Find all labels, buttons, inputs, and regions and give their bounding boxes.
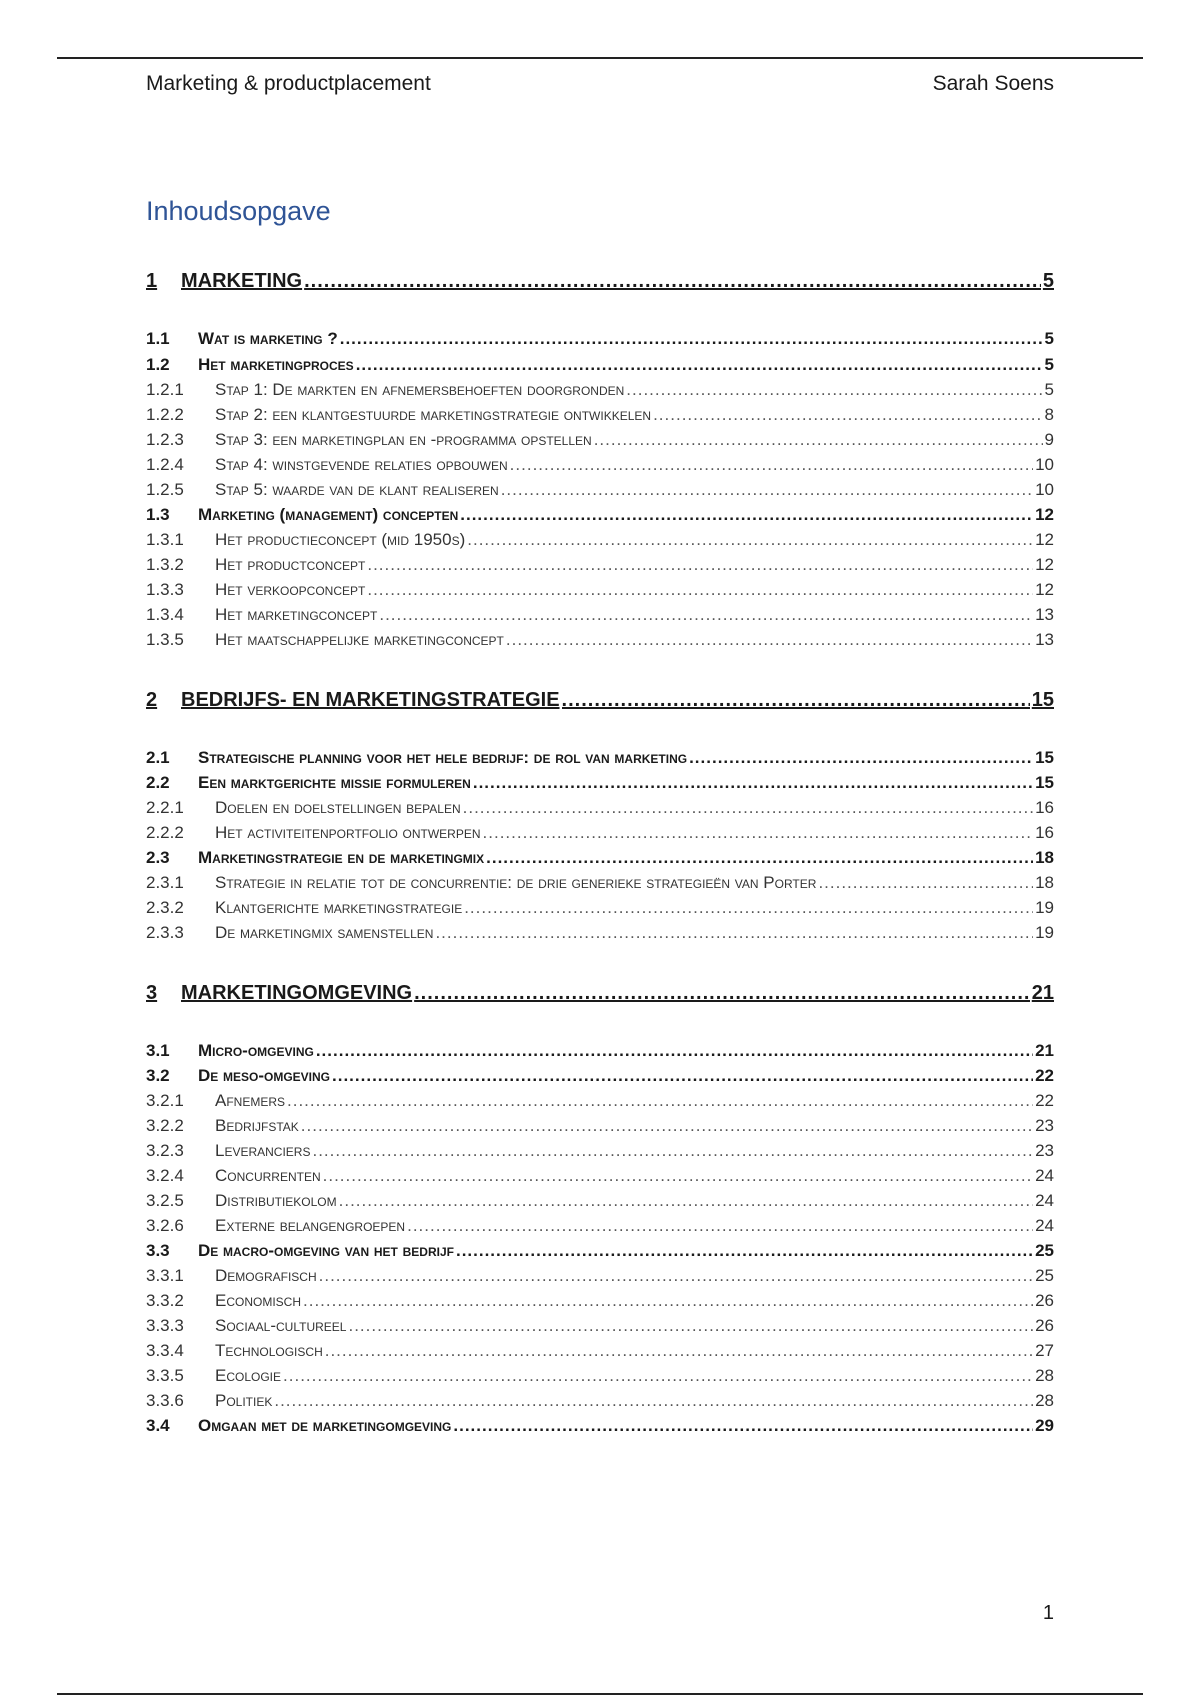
toc-dot-leader: [301, 1116, 1033, 1136]
toc-entry-title: Stap 4: winstgevende relaties opbouwen: [215, 455, 508, 474]
toc-entry-title: Marketingstrategie en de marketingmix: [198, 848, 485, 867]
toc-entry[interactable]: [146, 1191, 1054, 1211]
toc-entry-title: De meso-omgeving: [198, 1066, 331, 1085]
toc-entry-number: 3.2.5: [146, 1191, 184, 1210]
toc-entry-page: 19: [1035, 898, 1054, 917]
toc-entry-number: 1.3.4: [146, 605, 184, 624]
toc-entry[interactable]: [146, 1316, 1054, 1336]
toc-entry-page: 10: [1035, 480, 1054, 499]
toc-dot-leader: [316, 1041, 1033, 1061]
toc-entry-number: 3.2.3: [146, 1141, 184, 1160]
toc-dot-leader: [486, 848, 1033, 868]
toc-entry-number: 3.2.2: [146, 1116, 184, 1135]
toc-entry-number: 3.3: [146, 1241, 170, 1260]
toc-dot-leader: [506, 630, 1033, 650]
toc-entry-page: 10: [1035, 455, 1054, 474]
toc-entry-page: 25: [1035, 1266, 1054, 1285]
toc-dot-leader: [653, 405, 1042, 425]
toc-entry-number: 2: [146, 689, 158, 711]
toc-entry[interactable]: [146, 1341, 1054, 1361]
toc-entry[interactable]: [146, 982, 1054, 1005]
toc-entry-number: 3.3.1: [146, 1266, 184, 1285]
toc-entry-number: 2.2: [146, 773, 170, 792]
toc-entry-title: Ecologie: [215, 1366, 282, 1385]
toc-entry-number: 1.3.2: [146, 555, 184, 574]
toc-entry-page: 13: [1035, 605, 1054, 624]
toc-entry-page: 22: [1035, 1091, 1054, 1110]
toc-entry-page: 27: [1035, 1341, 1054, 1360]
toc-entry-title: MARKETING: [181, 270, 303, 292]
toc-entry-page: 21: [1031, 982, 1054, 1004]
toc-entry[interactable]: [146, 1066, 1054, 1086]
toc-dot-leader: [303, 1291, 1033, 1311]
toc-entry-title: Concurrenten: [215, 1166, 321, 1185]
toc-entry-title: Omgaan met de marketingomgeving: [198, 1416, 452, 1435]
toc-entry-page: 28: [1035, 1391, 1054, 1410]
toc-entry-number: 2.2.2: [146, 823, 184, 842]
toc-entry-title: Distributiekolom: [215, 1191, 337, 1210]
toc-entry-number: 3.3.4: [146, 1341, 184, 1360]
toc-entry-title: Externe belangengroepen: [215, 1216, 406, 1235]
toc-entry-title: Stap 1: De markten en afnemersbehoeften doorgronden: [215, 380, 625, 399]
toc-entry-page: 24: [1035, 1191, 1054, 1210]
header-author: Sarah Soens: [932, 72, 1054, 95]
toc-entry[interactable]: [146, 430, 1054, 450]
toc-dot-leader: [414, 982, 1030, 1005]
toc-dot-leader: [460, 505, 1033, 525]
header-document-title: Marketing & productplacement: [146, 72, 431, 95]
toc-dot-leader: [325, 1341, 1033, 1361]
toc-entry-title: Het productconcept: [215, 555, 366, 574]
toc-entry[interactable]: [146, 689, 1054, 712]
toc-entry-number: 3.1: [146, 1041, 170, 1060]
toc-entry-title: Strategie in relatie tot de concurrentie: de drie generieke strategieën van Porter: [215, 873, 817, 892]
toc-dot-leader: [483, 823, 1034, 843]
toc-entry-title: Het marketingproces: [198, 355, 354, 374]
toc-dot-leader: [456, 1241, 1033, 1261]
toc-dot-leader: [467, 530, 1033, 550]
toc-dot-leader: [356, 355, 1043, 375]
toc-entry-page: 26: [1035, 1291, 1054, 1310]
toc-dot-leader: [510, 455, 1033, 475]
toc-dot-leader: [283, 1366, 1033, 1386]
toc-entry-title: Het marketingconcept: [215, 605, 378, 624]
toc-entry[interactable]: [146, 505, 1054, 525]
toc-entry-title: Marketing (management) concepten: [198, 505, 459, 524]
toc-entry[interactable]: [146, 898, 1054, 918]
toc-entry-page: 15: [1035, 748, 1054, 767]
toc-entry[interactable]: [146, 380, 1054, 400]
toc-entry-title: De macro-omgeving van het bedrijf: [198, 1241, 454, 1260]
toc-dot-leader: [626, 380, 1042, 400]
toc-entry-title: Leveranciers: [215, 1141, 311, 1160]
toc-entry[interactable]: [146, 1266, 1054, 1286]
toc-entry-page: 15: [1031, 689, 1054, 711]
toc-entry-number: 1.2.4: [146, 455, 184, 474]
toc-entry-number: 2.3: [146, 848, 170, 867]
toc-entry-title: Economisch: [215, 1291, 302, 1310]
toc-entry-page: 26: [1035, 1316, 1054, 1335]
toc-entry-page: 29: [1035, 1416, 1054, 1435]
toc-dot-leader: [323, 1166, 1033, 1186]
toc-entry-number: 1.2.1: [146, 380, 184, 399]
toc-entry-number: 3.2.6: [146, 1216, 184, 1235]
toc-entry[interactable]: [146, 823, 1054, 843]
toc-dot-leader: [274, 1391, 1033, 1411]
toc-entry-number: 2.2.1: [146, 798, 184, 817]
toc-entry-title: Technologisch: [215, 1341, 323, 1360]
toc-dot-leader: [435, 923, 1033, 943]
toc-dot-leader: [463, 798, 1033, 818]
toc-entry-page: 18: [1035, 873, 1054, 892]
toc-entry-number: 1.2.5: [146, 480, 184, 499]
toc-entry-number: 3.2.4: [146, 1166, 184, 1185]
toc-entry[interactable]: [146, 1391, 1054, 1411]
toc-entry-number: 3.4: [146, 1416, 170, 1435]
toc-entry-number: 1: [146, 270, 158, 292]
toc-entry-number: 1.2: [146, 355, 170, 374]
toc-dot-leader: [287, 1091, 1033, 1111]
toc-dot-leader: [319, 1266, 1033, 1286]
toc-dot-leader: [332, 1066, 1033, 1086]
toc-dot-leader: [367, 555, 1033, 575]
toc-entry-number: 3.3.6: [146, 1391, 184, 1410]
toc-entry-title: Het maatschappelijke marketingconcept: [215, 630, 504, 649]
toc-entry-number: 1.3.1: [146, 530, 184, 549]
toc-entry-number: 3.3.2: [146, 1291, 184, 1310]
toc-dot-leader: [367, 580, 1033, 600]
toc-dot-leader: [407, 1216, 1033, 1236]
toc-entry-title: Een marktgerichte missie formuleren: [198, 773, 471, 792]
toc-entry-number: 2.3.3: [146, 923, 184, 942]
toc-entry-page: 28: [1035, 1366, 1054, 1385]
toc-entry-number: 1.1: [146, 329, 170, 348]
toc-entry-page: 21: [1035, 1041, 1054, 1060]
toc-entry[interactable]: [146, 605, 1054, 625]
toc-entry[interactable]: [146, 773, 1054, 793]
toc-entry[interactable]: [146, 923, 1054, 943]
toc-entry-number: 3.2.1: [146, 1091, 184, 1110]
toc-entry[interactable]: [146, 480, 1054, 500]
toc-entry-number: 1.3.5: [146, 630, 184, 649]
toc-entry[interactable]: [146, 1116, 1054, 1136]
toc-entry[interactable]: [146, 1041, 1054, 1061]
toc-entry[interactable]: [146, 580, 1054, 600]
page-number: 1: [1042, 1602, 1054, 1624]
toc-entry-number: 3.3.3: [146, 1316, 184, 1335]
toc-dot-leader: [818, 873, 1033, 893]
toc-entry[interactable]: [146, 355, 1054, 375]
toc-dot-leader: [340, 329, 1043, 349]
toc-entry-title: Klantgerichte marketingstrategie: [215, 898, 463, 917]
toc-entry-title: Bedrijfstak: [215, 1116, 299, 1135]
toc-entry-title: Stap 5: waarde van de klant realiseren: [215, 480, 499, 499]
toc-entry-number: 3.2: [146, 1066, 170, 1085]
toc-entry-title: Strategische planning voor het hele bedrijf: de rol van marketing: [198, 748, 688, 767]
toc-entry-page: 24: [1035, 1216, 1054, 1235]
toc-entry-number: 1.3: [146, 505, 170, 524]
toc-entry-page: 16: [1035, 823, 1054, 842]
toc-entry-title: De marketingmix samenstellen: [215, 923, 434, 942]
toc-entry[interactable]: [146, 1091, 1054, 1111]
toc-entry-number: 3: [146, 982, 158, 1004]
toc-entry[interactable]: [146, 1216, 1054, 1236]
toc-entry[interactable]: [146, 798, 1054, 818]
toc-entry[interactable]: [146, 630, 1054, 650]
toc-dot-leader: [473, 773, 1033, 793]
toc-entry[interactable]: [146, 530, 1054, 550]
toc-entry-title: BEDRIJFS- EN MARKETINGSTRATEGIE: [181, 689, 560, 711]
toc-entry-title: Doelen en doelstellingen bepalen: [215, 798, 461, 817]
toc-entry-title: Stap 2: een klantgestuurde marketingstrategie ontwikkelen: [215, 405, 652, 424]
toc-entry-title: Wat is marketing ?: [198, 329, 338, 348]
toc-entry-title: Het activiteitenportfolio ontwerpen: [215, 823, 481, 842]
toc-dot-leader: [339, 1191, 1033, 1211]
toc-entry[interactable]: [146, 873, 1054, 893]
toc-entry[interactable]: [146, 270, 1054, 293]
toc-entry-page: 12: [1035, 505, 1054, 524]
toc-entry-title: Afnemers: [215, 1091, 286, 1110]
toc-entry-number: 1.2.2: [146, 405, 184, 424]
toc-dot-leader: [348, 1316, 1033, 1336]
toc-entry-page: 23: [1035, 1116, 1054, 1135]
toc-dot-leader: [312, 1141, 1033, 1161]
toc-entry-title: Stap 3: een marketingplan en -programma opstellen: [215, 430, 592, 449]
toc-entry-page: 19: [1035, 923, 1054, 942]
toc-entry[interactable]: [146, 1366, 1054, 1386]
toc-entry-title: Demografisch: [215, 1266, 317, 1285]
toc-entry-page: 12: [1035, 580, 1054, 599]
toc-heading: Inhoudsopgave: [146, 196, 331, 226]
toc-entry[interactable]: [146, 1166, 1054, 1186]
toc-entry[interactable]: [146, 555, 1054, 575]
toc-entry-page: 25: [1035, 1241, 1054, 1260]
toc-entry-number: 1.2.3: [146, 430, 184, 449]
toc-entry-page: 12: [1035, 555, 1054, 574]
toc-entry[interactable]: [146, 329, 1054, 349]
toc-dot-leader: [464, 898, 1033, 918]
toc-entry-page: 13: [1035, 630, 1054, 649]
footer-rule: [57, 1693, 1143, 1695]
toc-entry-page: 18: [1035, 848, 1054, 867]
toc-entry-page: 5: [1044, 380, 1054, 399]
toc-entry-number: 1.3.3: [146, 580, 184, 599]
toc-dot-leader: [501, 480, 1033, 500]
toc-entry[interactable]: [146, 748, 1054, 768]
toc-entry[interactable]: [146, 1141, 1054, 1161]
toc-dot-leader: [304, 270, 1041, 293]
toc-entry-page: 8: [1044, 405, 1054, 424]
toc-entry-page: 12: [1035, 530, 1054, 549]
toc-entry[interactable]: [146, 1416, 1054, 1436]
toc-entry-title: Het productieconcept (mid 1950s): [215, 530, 466, 549]
toc-entry-page: 5: [1044, 329, 1054, 348]
toc-entry[interactable]: [146, 455, 1054, 475]
toc-entry-page: 22: [1035, 1066, 1054, 1085]
toc-entry[interactable]: [146, 1291, 1054, 1311]
toc-entry-page: 9: [1044, 430, 1054, 449]
toc-dot-leader: [379, 605, 1033, 625]
toc-dot-leader: [594, 430, 1043, 450]
toc-entry-page: 24: [1035, 1166, 1054, 1185]
toc-entry-page: 5: [1042, 270, 1054, 292]
toc-entry[interactable]: [146, 848, 1054, 868]
toc-entry-title: Het verkoopconcept: [215, 580, 366, 599]
toc-entry-page: 23: [1035, 1141, 1054, 1160]
toc-entry[interactable]: [146, 1241, 1054, 1261]
toc-entry-number: 2.3.2: [146, 898, 184, 917]
toc-entry-page: 16: [1035, 798, 1054, 817]
toc-entry-title: MARKETINGOMGEVING: [181, 982, 413, 1004]
toc-entry-title: Sociaal-cultureel: [215, 1316, 347, 1335]
toc-entry-page: 15: [1035, 773, 1054, 792]
toc-entry-number: 3.3.5: [146, 1366, 184, 1385]
toc-entry-title: Politiek: [215, 1391, 273, 1410]
toc-entry-number: 2.1: [146, 748, 170, 767]
toc-entry-number: 2.3.1: [146, 873, 184, 892]
toc-dot-leader: [453, 1416, 1033, 1436]
toc-entry-page: 5: [1044, 355, 1054, 374]
header-rule: [57, 57, 1143, 59]
toc-entry[interactable]: [146, 405, 1054, 425]
toc-entry-title: Micro-omgeving: [198, 1041, 314, 1060]
toc-dot-leader: [689, 748, 1033, 768]
toc-dot-leader: [562, 689, 1030, 712]
